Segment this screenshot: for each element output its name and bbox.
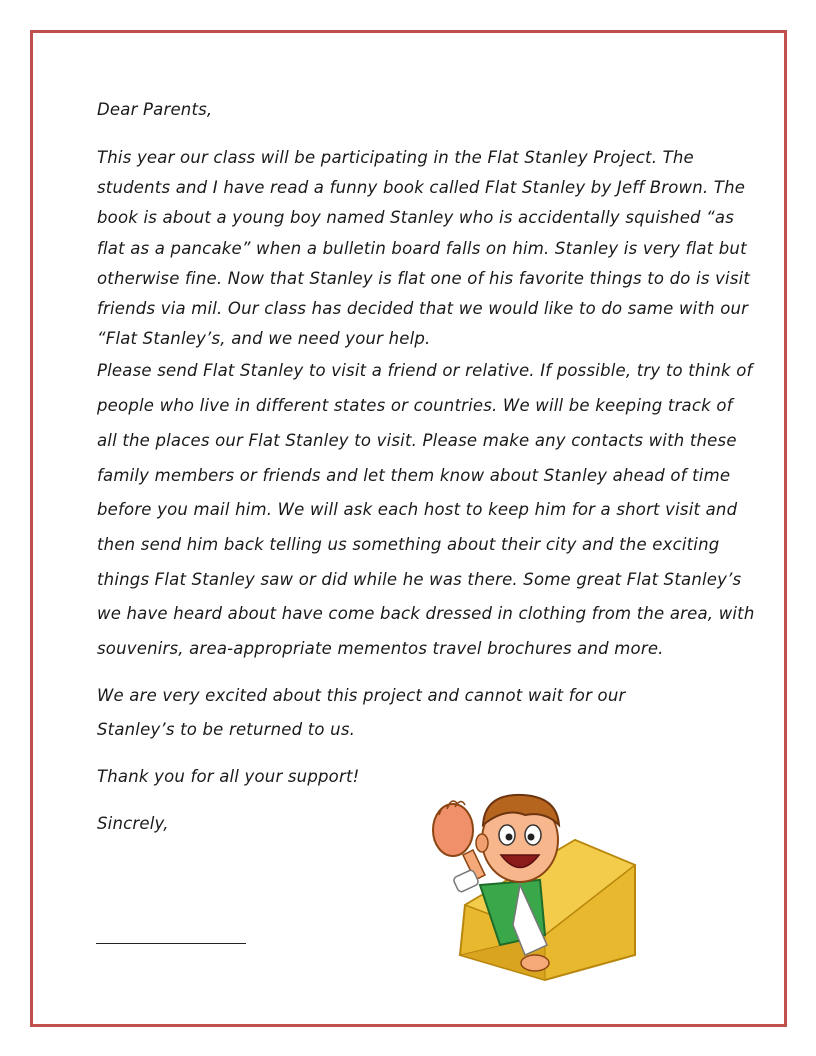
letter-greeting: Dear Parents, <box>97 100 213 119</box>
letter-paragraph-3: We are very excited about this project and cannot wait for our Stanley’s to be returned to us. <box>97 685 626 740</box>
boy-head <box>476 795 559 882</box>
letter-paragraph-2: Please send Flat Stanley to visit a friend or relative. If possible, try to think of people who live in different states or countries. We will be keeping track of all the places our Flat Stanley to visit. Please make any contacts with these family members or friends and let them know about Stanley ahead of time before you mail him. We will ask each host to keep him for a short visit and then send him back telling us something about their city and the exciting things Flat Stanley saw or did while he was there. Some great Flat Stanley’s we have heard about have come back dressed in clothing from the area, with souvenirs, area-appropriate mementos travel brochures and more. <box>97 361 755 659</box>
letter-closing: Sincrely, <box>97 813 169 833</box>
letter-thanks: Thank you for all your support! <box>97 766 360 786</box>
signature-line <box>96 943 246 944</box>
letter-body <box>97 95 757 839</box>
flat-stanley-illustration <box>425 785 640 985</box>
letter-paragraph-1: This year our class will be participating in the Flat Stanley Project. The students and I have read a funny book called Flat Stanley by Jeff Brown. The book is about a young boy named Stanley who is accidentally squished “as flat as a pancake” when a bulletin board falls on him. Stanley is very flat but otherwise fine. Now that Stanley is flat one of his favorite things to do is visit friends via mil. Our class has decided that we would like to do same with our “Flat Stanley’s, and we need your help. <box>97 148 751 349</box>
